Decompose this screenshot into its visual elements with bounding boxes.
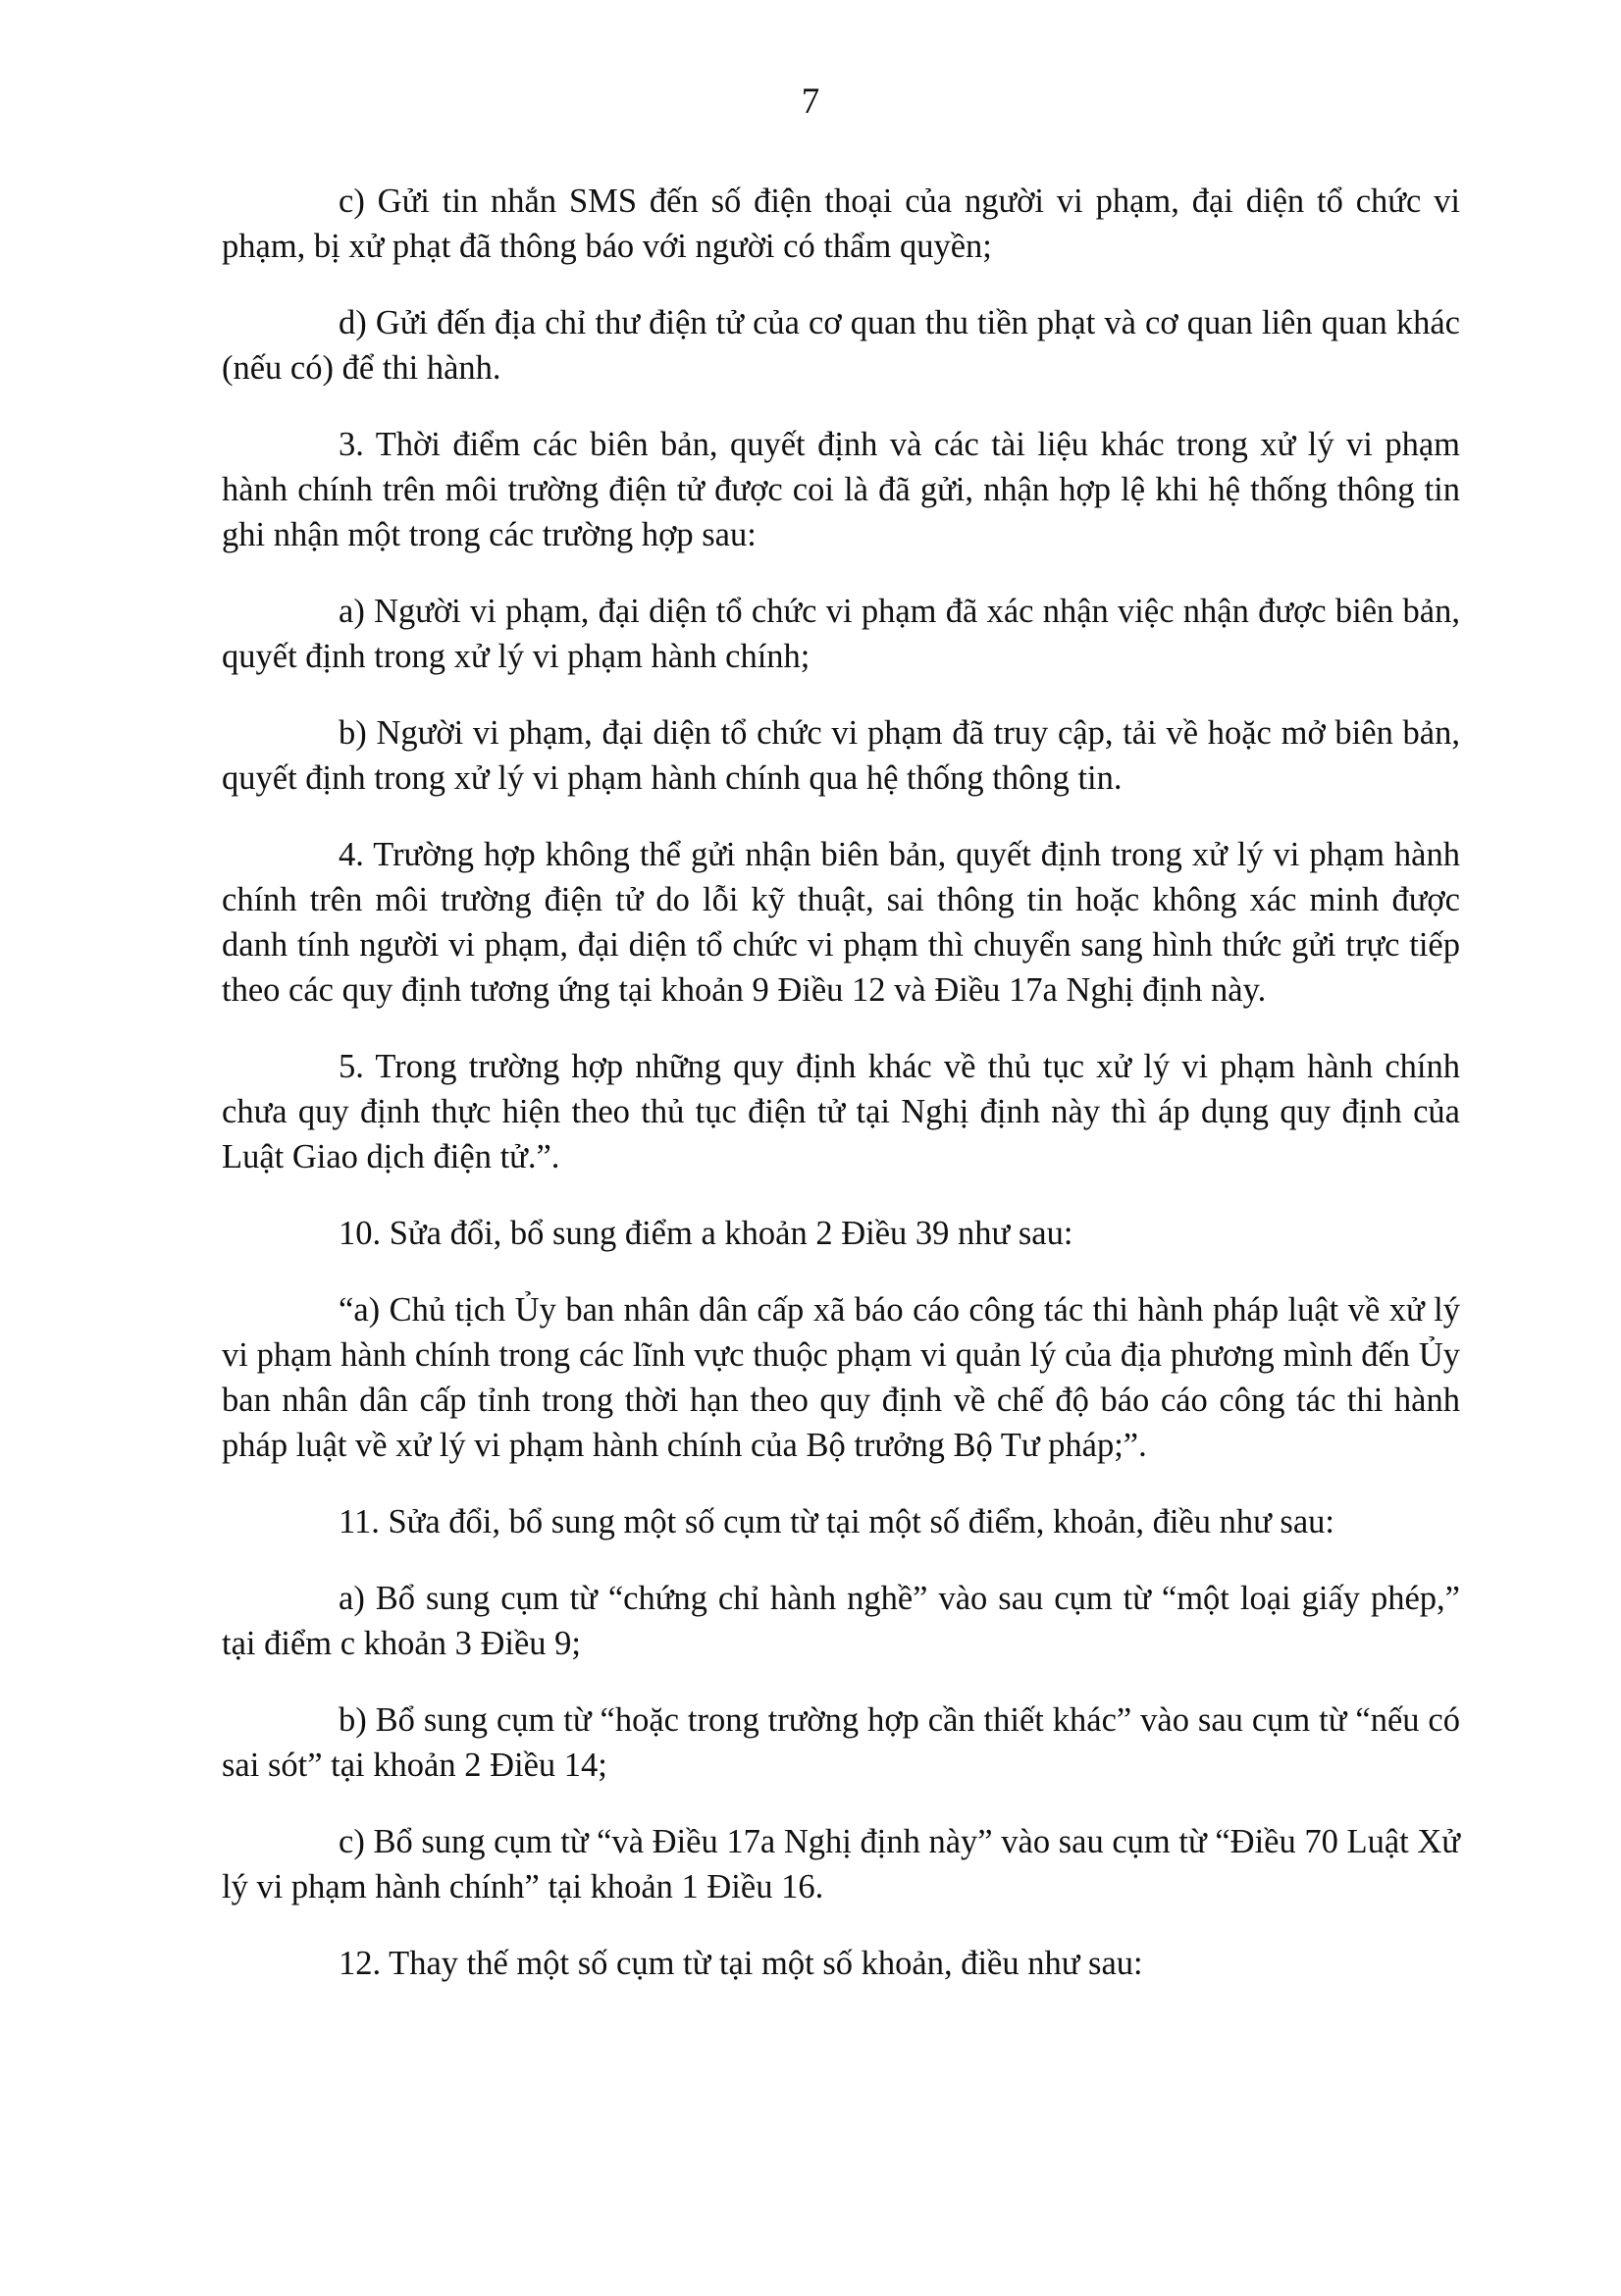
paragraph-item-11-point-b: b) Bổ sung cụm từ “hoặc trong trường hợp cần thiết khác” vào sau cụm từ “nếu có sai sót” tại khoản 2 Điều 14; bbox=[222, 1701, 1460, 1784]
paragraph-item-11-point-c: c) Bổ sung cụm từ “và Điều 17a Nghị định này” vào sau cụm từ “Điều 70 Luật Xử lý vi phạm hành chính” tại khoản 1 Điều 16. bbox=[222, 1823, 1460, 1905]
paragraph-item-10-quote: “a) Chủ tịch Ủy ban nhân dân cấp xã báo cáo công tác thi hành pháp luật về xử lý vi phạm hành chính trong các lĩnh vực thuộc phạm vi quản lý của địa phương mình đến Ủy ban nhân dân cấp tỉnh trong thời hạn theo quy định về chế độ báo cáo công tác thi hành pháp luật về xử lý vi phạm hành chính của Bộ trưởng Bộ Tư pháp;”. bbox=[222, 1291, 1460, 1464]
paragraph-item-12: 12. Thay thế một số cụm từ tại một số khoản, điều như sau: bbox=[339, 1945, 1143, 1982]
document-body bbox=[222, 179, 1460, 2017]
paragraph-item-11: 11. Sửa đổi, bổ sung một số cụm từ tại một số điểm, khoản, điều như sau: bbox=[339, 1503, 1335, 1540]
paragraph-clause-4: 4. Trường hợp không thể gửi nhận biên bản, quyết định trong xử lý vi phạm hành chính trên môi trường điện tử do lỗi kỹ thuật, sai thông tin hoặc không xác minh được danh tính người vi phạm, đại diện tổ chức vi phạm thì chuyển sang hình thức gửi trực tiếp theo các quy định tương ứng tại khoản 9 Điều 12 và Điều 17a Nghị định này. bbox=[222, 836, 1460, 1009]
paragraph-clause-5: 5. Trong trường hợp những quy định khác về thủ tục xử lý vi phạm hành chính chưa quy định thực hiện theo thủ tục điện tử tại Nghị định này thì áp dụng quy định của Luật Giao dịch điện tử.”. bbox=[222, 1048, 1460, 1175]
paragraph-clause-3-point-a: a) Người vi phạm, đại diện tổ chức vi phạm đã xác nhận việc nhận được biên bản, quyết định trong xử lý vi phạm hành chính; bbox=[222, 593, 1460, 675]
paragraph-item-11-point-a: a) Bổ sung cụm từ “chứng chỉ hành nghề” vào sau cụm từ “một loại giấy phép,” tại điểm c khoản 3 Điều 9; bbox=[222, 1580, 1460, 1662]
paragraph-point-c-sms: c) Gửi tin nhắn SMS đến số điện thoại của người vi phạm, đại diện tổ chức vi phạm, bị xử phạt đã thông báo với người có thẩm quyền; bbox=[222, 183, 1460, 265]
paragraph-point-d-email: d) Gửi đến địa chỉ thư điện tử của cơ quan thu tiền phạt và cơ quan liên quan khác (nếu có) để thi hành. bbox=[222, 304, 1460, 387]
page-number: 7 bbox=[801, 81, 820, 122]
paragraph-item-10: 10. Sửa đổi, bổ sung điểm a khoản 2 Điều 39 như sau: bbox=[339, 1215, 1073, 1252]
paragraph-clause-3: 3. Thời điểm các biên bản, quyết định và các tài liệu khác trong xử lý vi phạm hành chính trên môi trường điện tử được coi là đã gửi, nhận hợp lệ khi hệ thống thông tin ghi nhận một trong các trường hợp sau: bbox=[222, 426, 1460, 553]
paragraph-clause-3-point-b: b) Người vi phạm, đại diện tổ chức vi phạm đã truy cập, tải về hoặc mở biên bản, quyết định trong xử lý vi phạm hành chính qua hệ thống thông tin. bbox=[222, 714, 1460, 797]
